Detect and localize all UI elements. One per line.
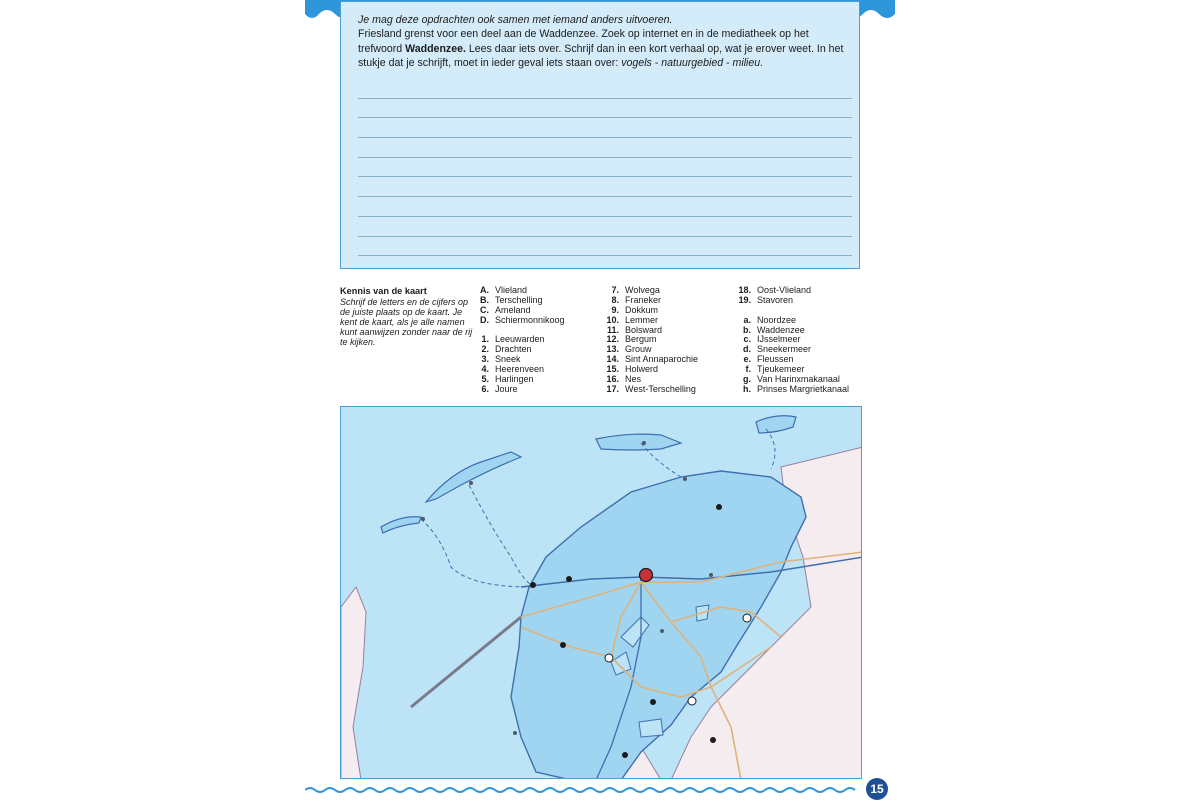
legend-name: Lemmer [625, 314, 659, 325]
legend-key: 12. [606, 334, 619, 345]
writing-line[interactable] [358, 138, 852, 158]
city-open[interactable] [605, 654, 613, 662]
village-dot[interactable] [421, 517, 425, 521]
legend-name: IJsselmeer [757, 334, 801, 345]
village-dot[interactable] [660, 629, 664, 633]
legend-name: Dokkum [625, 304, 659, 315]
writing-line[interactable] [358, 217, 852, 237]
city-dot[interactable] [566, 576, 572, 582]
legend-name: Harlingen [495, 374, 534, 385]
writing-line[interactable] [358, 237, 852, 257]
legend-name: Franeker [625, 294, 662, 305]
assignment-text [358, 13, 853, 71]
legend-name: Sneek [495, 354, 521, 365]
legend-key: c. [743, 334, 751, 345]
writing-line[interactable] [358, 118, 852, 138]
assignment-box [340, 1, 860, 269]
legend-key: h. [743, 383, 751, 394]
city-open[interactable] [743, 614, 751, 622]
city-dot[interactable] [650, 699, 656, 705]
legend-key: 8. [611, 294, 619, 305]
bottom-wave-border [305, 780, 895, 800]
legend-places-2 [603, 286, 698, 395]
map-svg[interactable] [341, 407, 862, 779]
legend-name: Bolsward [625, 324, 663, 335]
city-dot[interactable] [622, 752, 628, 758]
legend-key: 4. [481, 364, 489, 375]
lake-tjeukemeer [639, 719, 663, 737]
writing-line[interactable] [358, 177, 852, 197]
legend-key: 10. [606, 314, 619, 325]
legend-name: Vlieland [495, 285, 528, 295]
city-dot[interactable] [710, 737, 716, 743]
legend-name: Sint Annaparochie [625, 354, 699, 365]
page-number: 15 [866, 778, 888, 800]
legend-key: 19. [738, 294, 751, 305]
legend-key: C. [480, 304, 489, 315]
assignment-keyword: Waddenzee. [405, 42, 466, 55]
legend-name: Noordzee [757, 314, 797, 325]
legend-key: g. [743, 374, 751, 385]
writing-lines[interactable] [358, 79, 852, 256]
legend-key: f. [745, 364, 751, 375]
writing-line[interactable] [358, 158, 852, 178]
legend-name: Drachten [495, 344, 532, 355]
legend-name: Van Harinxmakanaal [757, 374, 840, 385]
legend-name: Leeuwarden [495, 334, 545, 345]
legend-name: Ameland [495, 304, 531, 315]
legend-name: Terschelling [495, 294, 543, 305]
legend-name: Bergum [625, 334, 657, 345]
workbook-page [305, 0, 895, 800]
map-section-instruction: Schrijf de letters en de cijfers op de juiste plaats op de kaart. Je kent de kaart, als je alle namen kunt aanwijzen zonder naar de rij te kijken. [340, 297, 473, 347]
legend-name: Fleussen [757, 354, 794, 365]
city-dot[interactable] [560, 642, 566, 648]
village-dot[interactable] [709, 573, 713, 577]
legend-name: Stavoren [757, 294, 794, 305]
legend-key: 18. [738, 285, 751, 295]
legend-key: 14. [606, 354, 619, 365]
legend-key: 3. [481, 354, 489, 365]
legend-places-1 [477, 335, 565, 394]
assignment-text-part1: Friesland grenst voor een deel aan de Waddenzee. Zoek op internet en in de mediatheek op het trefwoord [358, 28, 809, 55]
legend-name: Holwerd [625, 364, 659, 375]
legend-item [477, 385, 565, 395]
legend-name: Prinses Margrietkanaal [757, 383, 850, 394]
legend-key: B. [480, 294, 489, 305]
legend-key: 13. [606, 344, 619, 355]
assignment-topics: vogels - natuurgebied - milieu. [621, 57, 764, 70]
legend-name: Heerenveen [495, 364, 545, 375]
legend-name: Wolvega [625, 285, 660, 295]
legend-column-1 [477, 286, 565, 395]
writing-line[interactable] [358, 99, 852, 119]
assignment-text-part2: Lees daar iets over. Schrijf dan in een kort verhaal op, wat je erover weet. In het stukje dat je schrijft, moet in ieder geval iets staan over: [358, 42, 844, 70]
friesland-map[interactable] [340, 406, 862, 779]
legend-key: 1. [481, 334, 489, 345]
legend-key: 16. [606, 374, 619, 385]
writing-line[interactable] [358, 197, 852, 217]
legend-key: 17. [606, 383, 619, 394]
city-capital[interactable] [640, 569, 653, 582]
legend-column-2 [603, 286, 698, 395]
legend-islands [477, 286, 565, 326]
legend-item [735, 385, 849, 395]
city-open[interactable] [688, 697, 696, 705]
legend-key: A. [480, 285, 489, 295]
legend-item [477, 375, 565, 385]
legend-name: Sneekermeer [757, 344, 812, 355]
legend-name: Joure [495, 383, 518, 394]
assignment-intro: Je mag deze opdrachten ook samen met iemand anders uitvoeren. [358, 14, 673, 26]
legend-name: Tjeukemeer [757, 364, 805, 375]
legend-column-3 [735, 286, 849, 395]
legend-key: D. [480, 314, 489, 325]
legend-item [735, 296, 849, 306]
legend-key: 5. [481, 374, 489, 385]
legend-key: 2. [481, 344, 489, 355]
legend-key: 9. [611, 304, 619, 315]
legend-name: Nes [625, 374, 642, 385]
legend-key: 6. [481, 383, 489, 394]
city-dot[interactable] [716, 504, 722, 510]
village-dot[interactable] [513, 731, 517, 735]
legend-waters [735, 316, 849, 395]
legend-name: Schiermonnikoog [495, 314, 565, 325]
writing-line[interactable] [358, 79, 852, 99]
map-section-title: Kennis van de kaart [340, 286, 427, 296]
village-dot[interactable] [469, 481, 473, 485]
legend-key: e. [743, 354, 751, 365]
legend-key: a. [743, 314, 751, 325]
village-dot[interactable] [642, 441, 646, 445]
legend-name: West-Terschelling [625, 383, 696, 394]
legend-name: Grouw [625, 344, 652, 355]
legend-item [603, 385, 698, 395]
legend-places-3 [735, 286, 849, 306]
legend-name: Waddenzee [757, 324, 805, 335]
city-dot[interactable] [530, 582, 536, 588]
legend-key: b. [743, 324, 751, 335]
legend-name: Oost-Vlieland [757, 285, 812, 295]
legend-key: 11. [606, 324, 619, 335]
legend-key: d. [743, 344, 751, 355]
legend-key: 15. [606, 364, 619, 375]
legend-item [477, 316, 565, 326]
legend-key: 7. [611, 285, 619, 295]
village-dot[interactable] [683, 477, 687, 481]
